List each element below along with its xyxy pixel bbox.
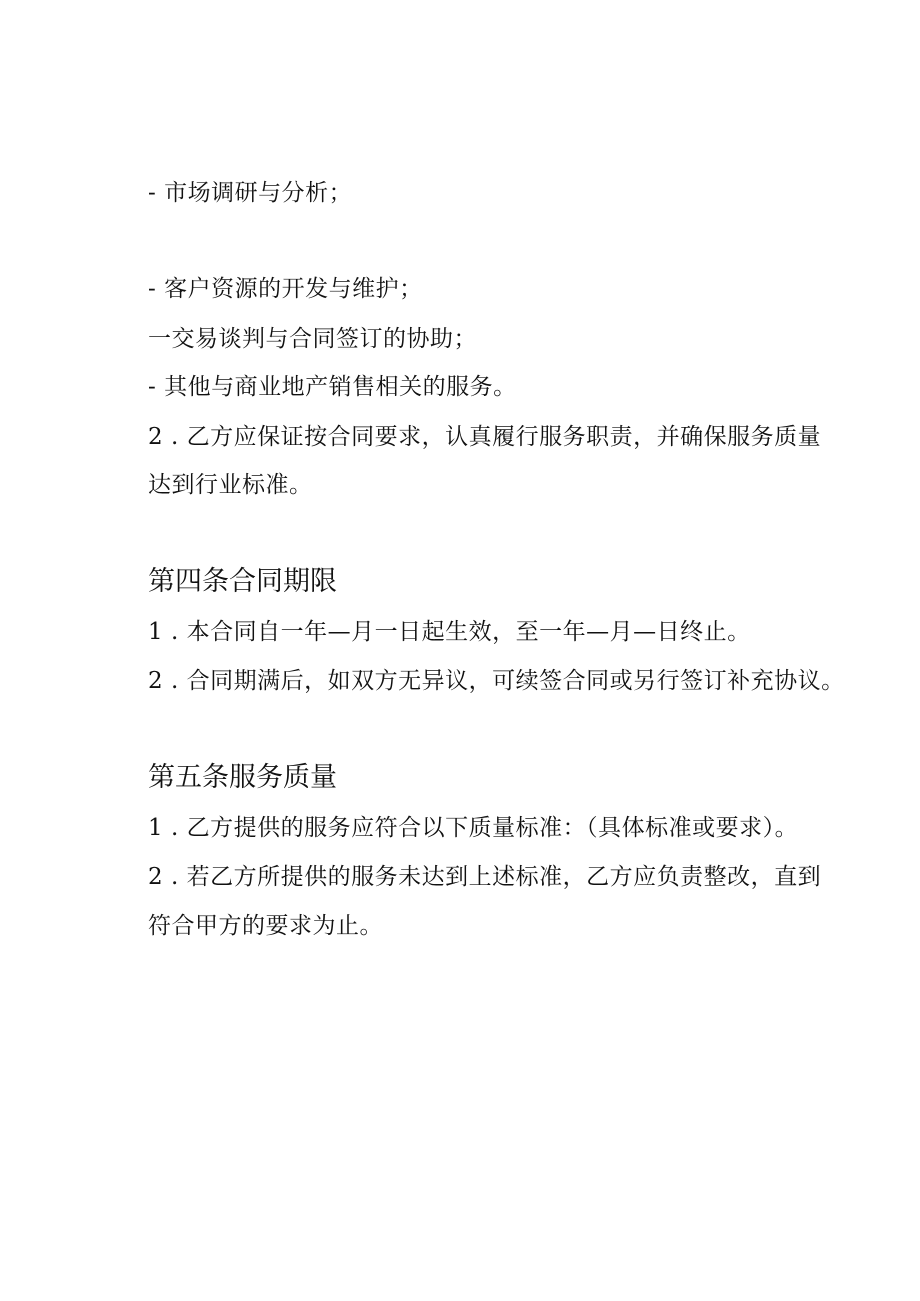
- bullet-market-research: - 市场调研与分析；: [148, 180, 353, 206]
- bullet-trade-negotiation: 一交易谈判与合同签订的协助；: [148, 326, 477, 352]
- article5-item1: 1 . 乙方提供的服务应符合以下质量标准：（具体标准或要求）。: [148, 815, 799, 841]
- article5-item2-line2: 符合甲方的要求为止。: [148, 913, 383, 939]
- article3-item2-line2: 达到行业标准。: [148, 472, 313, 498]
- bullet-other-services: - 其他与商业地产销售相关的服务。: [148, 374, 517, 400]
- bullet-client-resources: - 客户资源的开发与维护；: [148, 276, 423, 302]
- article5-item2-line1: 2 . 若乙方所提供的服务未达到上述标准，乙方应负责整改，直到: [148, 864, 822, 890]
- article3-item2-line1: 2 . 乙方应保证按合同要求，认真履行服务职责，并确保服务质量: [148, 424, 822, 450]
- article4-item2: 2 . 合同期满后，如双方无异议，可续签合同或另行签订补充协议。: [148, 668, 845, 694]
- article4-title: 第四条合同期限: [148, 566, 337, 597]
- article5-title: 第五条服务质量: [148, 762, 337, 793]
- article4-item1: 1 . 本合同自一年—月一日起生效，至一年—月—日终止。: [148, 619, 751, 645]
